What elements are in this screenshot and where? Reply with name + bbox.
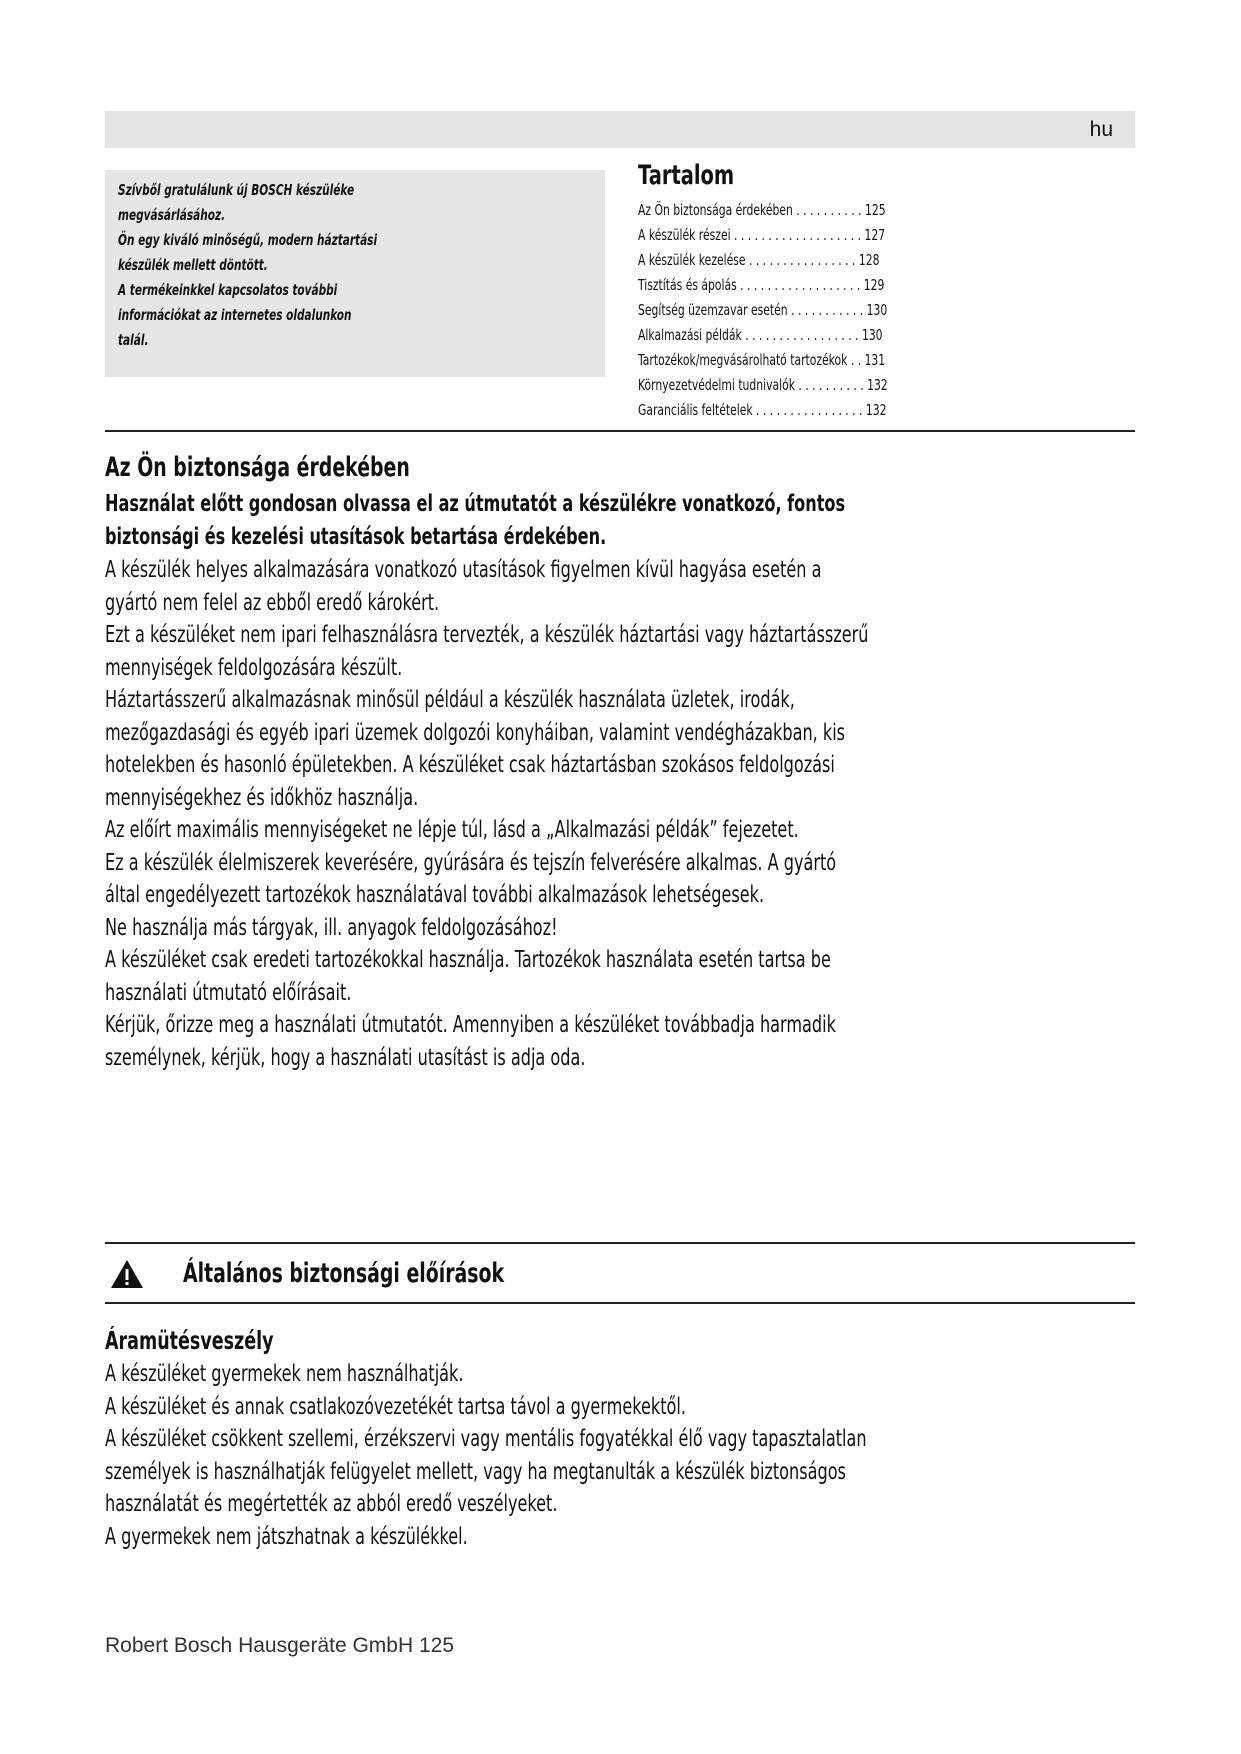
safety-paragraph: Ez a készülék élelmiszerek keverésére, gyúrására és tejszín felverésére alkalmas. A gyártó által engedélyezett tartozékok használatával további alkalmazások lehetségesek. (105, 849, 837, 908)
safety-paragraph: Az előírt maximális mennyiségeket ne lépje túl, lásd a „Alkalmazási példák” fejezetet. (105, 817, 799, 843)
language-bar (105, 111, 1135, 148)
table-of-contents (638, 160, 1098, 423)
section-divider (105, 1242, 1135, 1244)
toc-entry[interactable]: Garanciális feltételek . . . . . . . . . . . . . . . . 132 (638, 401, 887, 419)
safety-paragraph: Kérjük, őrizze meg a használati útmutatót. Amennyiben a készüléket továbbadja harmadik személynek, kérjük, hogy a használati utasítást is adja oda. (105, 1012, 836, 1071)
toc-title: Tartalom (638, 160, 735, 191)
safety-paragraph: Háztartásszerű alkalmazásnak minősül például a készülék használata üzletek, irodák, mezőgazdasági és egyéb ipari üzemek dolgozói konyháiban, valamint vendégházakban, kis hotelekben és hasonló épületekben. A készüléket csak háztartásban szokásos feldolgozási mennyiségekhez és időkhöz használja. (105, 687, 846, 811)
electric-paragraph: A készüléket csökkent szellemi, érzékszervi vagy mentális fogyatékkal élő vagy tapasztalatlan személyek is használhatják felügyelet mellett, vagy ha megtanulták a készülék biztonságos használatát és megértették az abból eredő veszélyeket. (105, 1426, 867, 1517)
electric-heading: Áramütésveszély (105, 1326, 274, 1355)
section-divider (105, 1302, 1135, 1304)
toc-entry[interactable]: Tartozékok/megvásárolható tartozékok . . 131 (638, 351, 886, 369)
electric-paragraph: A készüléket és annak csatlakozóvezetékét tartsa távol a gyermekektől. (105, 1393, 686, 1420)
warning-icon (110, 1259, 144, 1289)
general-safety-title: Általános biztonsági előírások (183, 1258, 505, 1289)
safety-heading: Az Ön biztonsága érdekében (105, 452, 410, 483)
section-divider (105, 430, 1135, 432)
language-code: hu (1089, 118, 1113, 141)
electric-paragraph: A gyermekek nem játszhatnak a készülékkel. (105, 1523, 468, 1550)
toc-entry[interactable]: Környezetvédelmi tudnivalók . . . . . . . . . . 132 (638, 376, 888, 394)
safety-paragraph: Ne használja más tárgyak, ill. anyagok feldolgozásához! (105, 914, 558, 941)
toc-entry[interactable]: Segítség üzemzavar esetén . . . . . . . . . . . 130 (638, 301, 888, 319)
electric-paragraph: A készüléket gyermekek nem használhatják. (105, 1361, 464, 1387)
toc-entry[interactable]: A készülék kezelése . . . . . . . . . . . . . . . . 128 (638, 251, 880, 269)
intro-text: Szívből gratulálunk új BOSCH készüléke megvásárlásához. Ön egy kiváló minőségű, modern háztartási készülék mellett döntött. A termékeinkkel kapcsolatos további információkat az internetes oldalunkon talál. (118, 181, 378, 349)
page-footer: Robert Bosch Hausgeräte GmbH 125 (105, 1634, 455, 1657)
toc-entry[interactable]: A készülék részei . . . . . . . . . . . . . . . . . . . 127 (638, 226, 886, 244)
general-safety-header (105, 1253, 1135, 1301)
safety-lead: Használat előtt gondosan olvassa el az útmutatót a készülékre vonatkozó, fontos biztonsági és kezelési utasítások betartása érdekében. (105, 491, 846, 550)
toc-entry[interactable]: Tisztítás és ápolás . . . . . . . . . . . . . . . . . . 129 (638, 276, 885, 294)
safety-paragraph: A készülék helyes alkalmazására vonatkozó utasítások figyelmen kívül hagyása esetén a gyártó nem felel az ebből eredő károkért. (105, 557, 822, 616)
electric-shock-section (105, 1324, 1135, 1553)
safety-paragraph: A készüléket csak eredeti tartozékokkal használja. Tartozékok használata esetén tartsa be használati útmutató előírásait. (105, 947, 831, 1006)
intro-box (105, 170, 605, 377)
safety-paragraph: Ezt a készüléket nem ipari felhasználásra tervezték, a készülék háztartási vagy háztartásszerű mennyiségek feldolgozására készült. (105, 622, 869, 681)
toc-entry[interactable]: Az Ön biztonsága érdekében . . . . . . . . . . 125 (638, 201, 886, 219)
safety-section (105, 450, 1135, 1074)
toc-entry[interactable]: Alkalmazási példák . . . . . . . . . . . . . . . . . 130 (638, 326, 883, 344)
toc-list (638, 198, 1098, 423)
